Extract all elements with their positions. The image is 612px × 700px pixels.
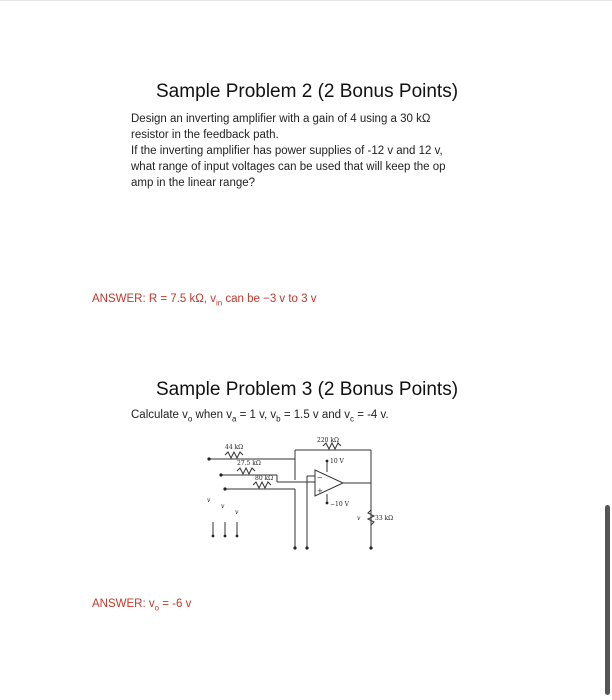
problem2-text	[131, 111, 446, 191]
question-text: = 1.5 v and v	[280, 409, 350, 421]
problem2-answer	[92, 293, 316, 307]
vertical-scrollbar[interactable]	[605, 505, 610, 695]
question-text: when v	[192, 409, 232, 421]
problem2-line: what range of input voltages can be used that will keep the op	[131, 161, 446, 173]
answer-text: ANSWER: R = 7.5 kΩ, v	[92, 293, 216, 305]
problem3-title: Sample Problem 3 (2 Bonus Points)	[156, 379, 459, 400]
resistor-a-label: 44 kΩ	[225, 444, 244, 451]
question-subscript: c	[350, 414, 354, 424]
question-text: Calculate v	[131, 409, 188, 421]
question-subscript: o	[187, 414, 193, 424]
answer-subscript: o	[154, 603, 160, 613]
question-subscript: b	[276, 414, 281, 424]
problem3-answer	[92, 598, 191, 612]
question-text: = -4 v.	[354, 409, 389, 421]
noninverting-input-mark: +	[317, 487, 323, 495]
question-subscript: a	[231, 414, 237, 424]
answer-text: can be −3 v to 3 v	[222, 293, 317, 305]
summing-amplifier-circuit	[195, 430, 395, 555]
load-resistor-label: 33 kΩ	[375, 515, 394, 522]
answer-text: = -6 v	[159, 598, 192, 610]
problem3-question	[131, 407, 389, 427]
question-text: = 1 v, v	[236, 409, 277, 421]
feedback-resistor-label: 220 kΩ	[317, 437, 339, 444]
problem2-line: resistor in the feedback path.	[131, 129, 279, 141]
inverting-input-mark: −	[317, 474, 323, 482]
resistor-b-label: 27.5 kΩ	[237, 460, 261, 467]
source-a-label: v	[207, 497, 211, 504]
problem2-line: If the inverting amplifier has power supplies of -12 v and 12 v,	[131, 145, 443, 157]
source-c-label: v	[235, 509, 239, 516]
problem2-line: Design an inverting amplifier with a gain of 4 using a 30 kΩ	[131, 113, 431, 125]
source-b-label: v	[221, 503, 225, 510]
supply-negative-label: −10 V	[330, 501, 349, 508]
answer-subscript: in	[215, 298, 223, 308]
problem2-line: amp in the linear range?	[131, 177, 256, 189]
supply-positive-label: 10 V	[330, 458, 344, 465]
top-edge	[0, 0, 612, 1]
answer-text: ANSWER: v	[92, 598, 155, 610]
output-voltage-label: v	[357, 515, 361, 522]
problem2-title: Sample Problem 2 (2 Bonus Points)	[156, 81, 459, 102]
resistor-c-label: 80 kΩ	[255, 475, 274, 482]
